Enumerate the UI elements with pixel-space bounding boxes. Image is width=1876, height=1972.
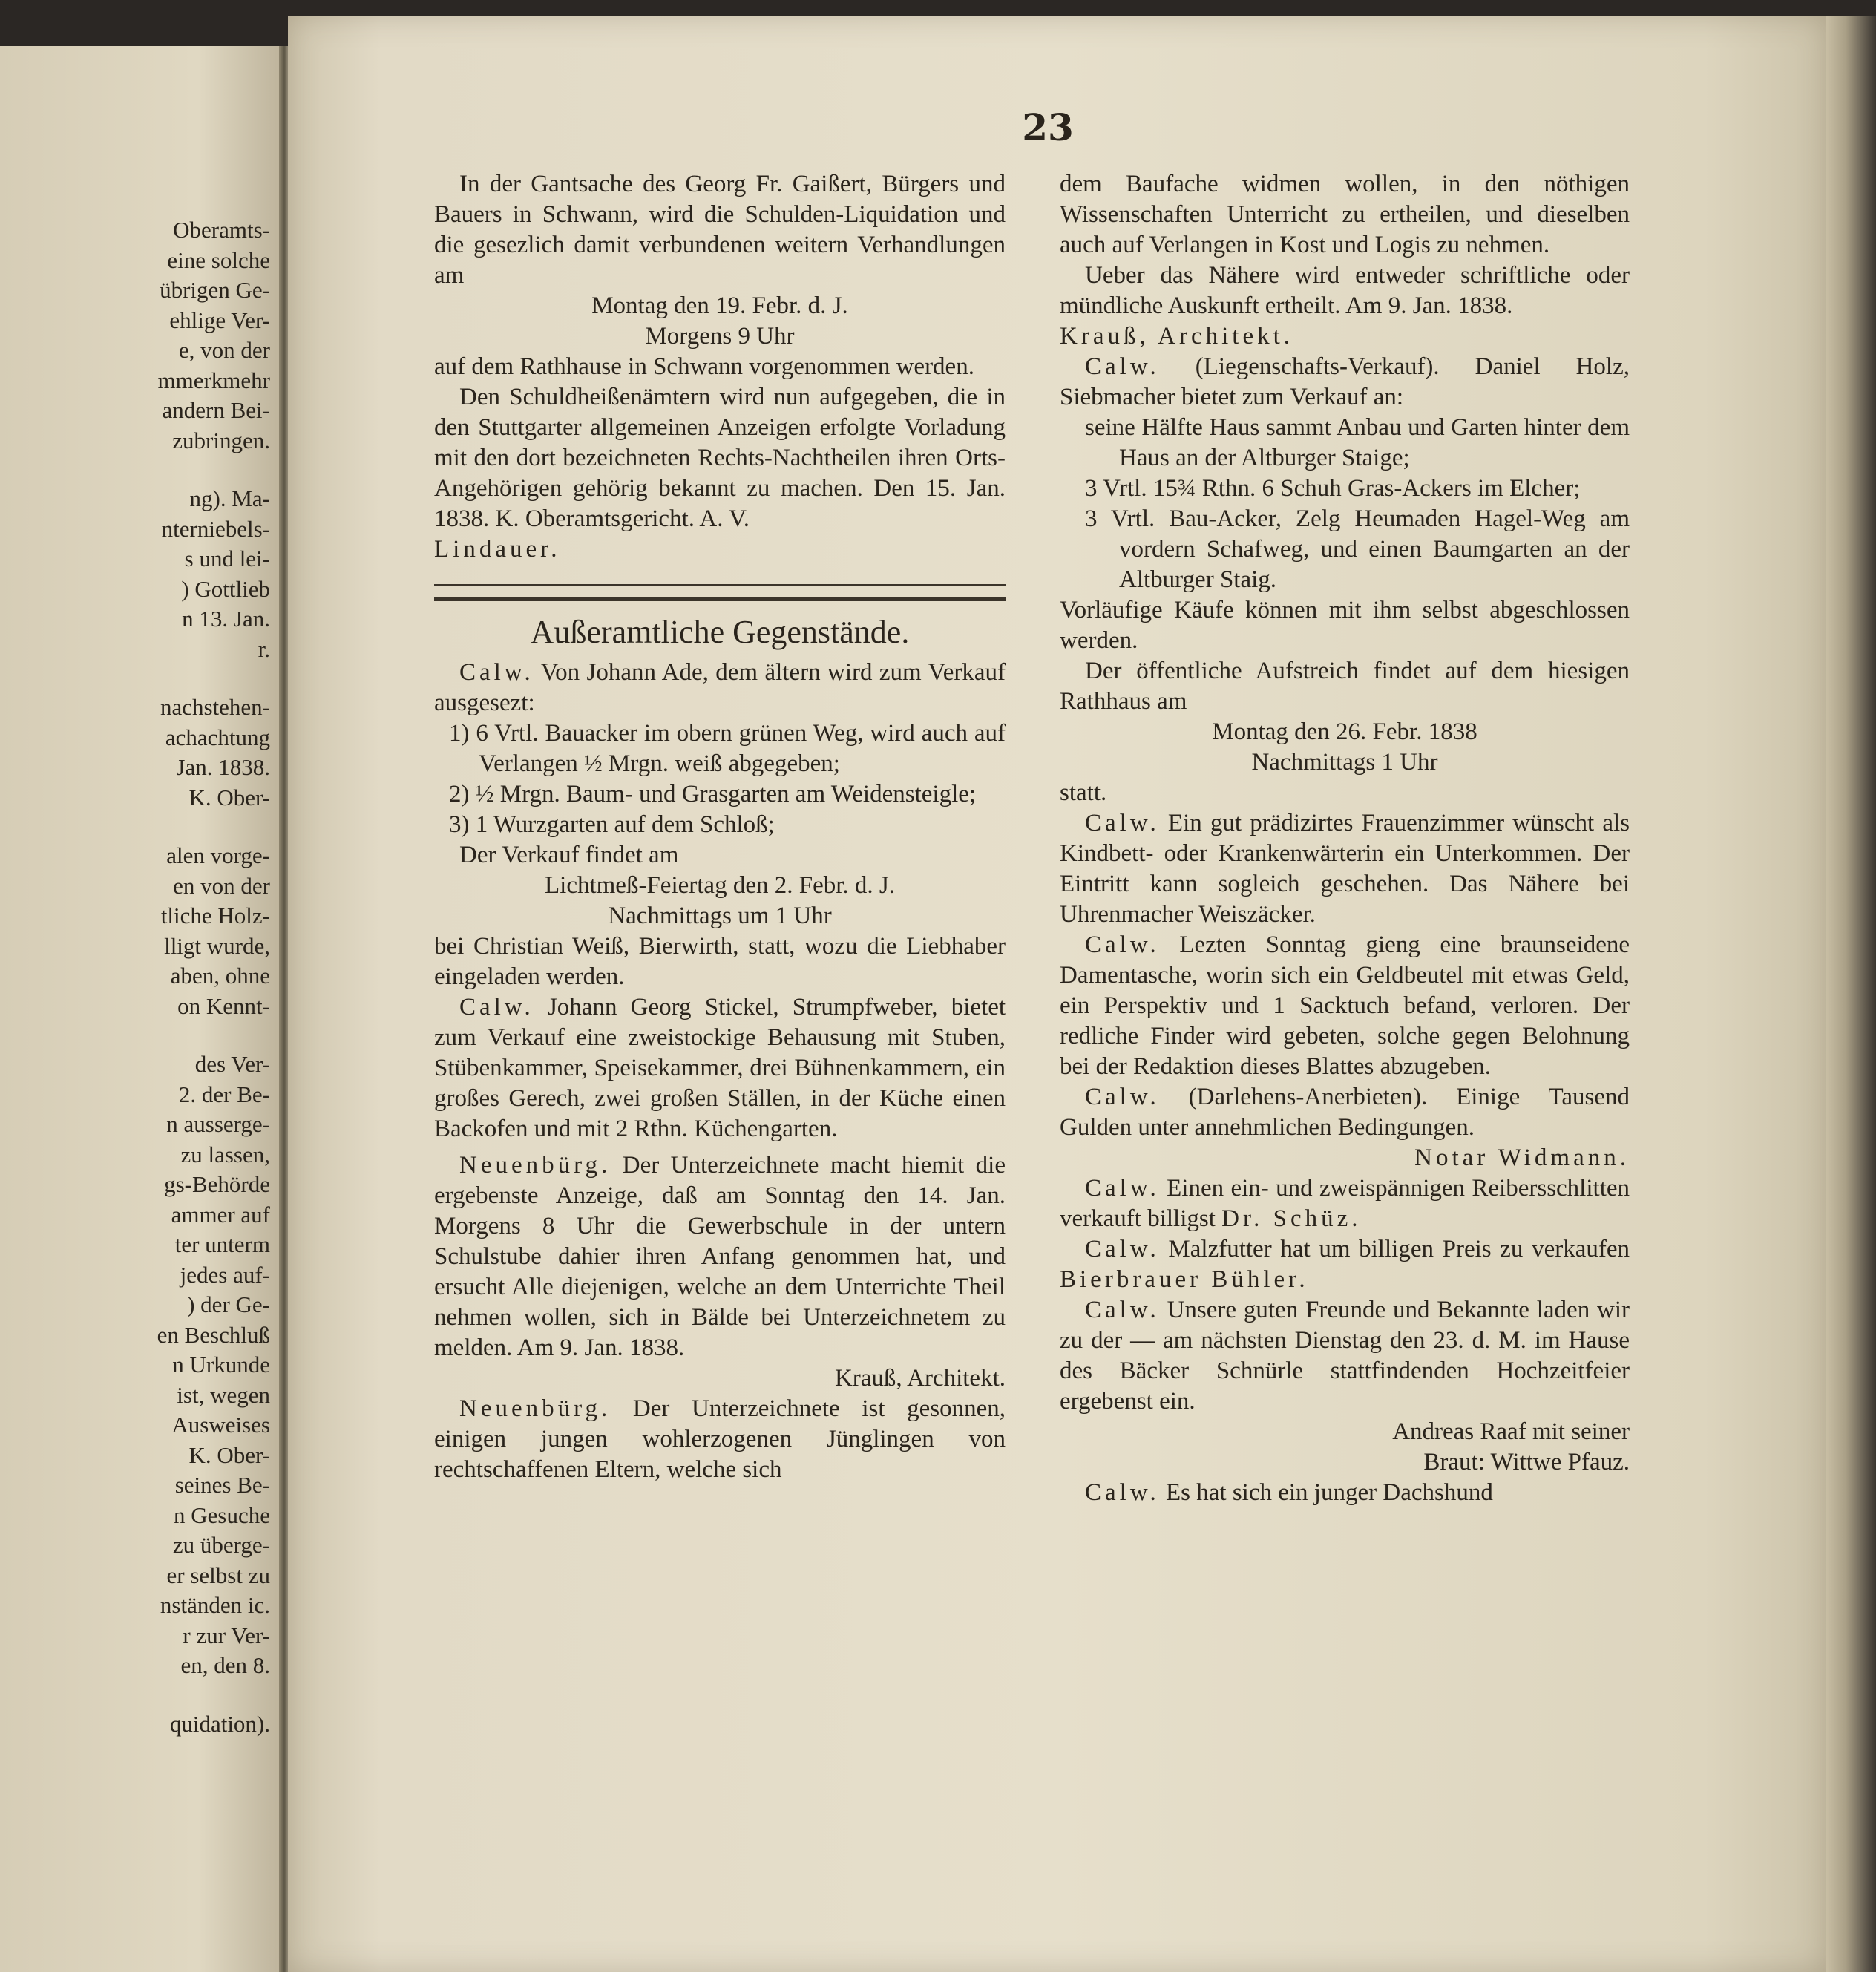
ad-signature: Notar Widmann. [1414, 1144, 1630, 1171]
left-page-line: on Kennt- [177, 992, 270, 1019]
left-page-line: 2. der Be- [178, 1081, 270, 1107]
left-page-text-column [0, 215, 276, 1739]
ad-place: Calw. [1085, 1175, 1160, 1202]
holz-public-sale: Der öffentliche Aufstreich findet auf dem hiesigen Rathhaus am [1060, 658, 1630, 715]
left-page-line: zubringen. [172, 427, 270, 453]
ad-text: Einen ein- und zweispännigen Reibersschlitten verkauft billigst [1060, 1175, 1630, 1232]
left-page-line: ) der Ge- [187, 1291, 270, 1317]
left-page-line: ng). Ma- [189, 485, 270, 511]
ad-text: Malzfutter hat um billigen Preis zu verkaufen [1168, 1236, 1630, 1262]
column-left [434, 169, 1006, 1485]
left-page-line: übrigen Ge- [160, 277, 270, 303]
ad-place: Calw. [1085, 1479, 1160, 1506]
holz-item-3: 3 Vrtl. Bau-Acker, Zelg Heumaden Hagel-Weg am vordern Schafweg, und einen Baumgarten an der Altburger Staig. [1085, 505, 1630, 593]
page-number: 23 [1022, 105, 1074, 149]
left-page-line: ter unterm [174, 1231, 270, 1257]
ad-signature: Bierbrauer Bühler. [1060, 1266, 1309, 1293]
left-page-line: jedes auf- [180, 1261, 270, 1288]
ad-text: Daniel Holz, Siebmacher bietet zum Verkauf an: [1060, 353, 1630, 410]
left-page-line: zu überge- [172, 1532, 270, 1558]
ad-place: Neuenbürg. [459, 1152, 611, 1179]
ade-time: Nachmittags um 1 Uhr [608, 903, 832, 929]
left-page-line: seines Be- [174, 1472, 270, 1498]
ad-lost-purse [1060, 930, 1630, 1082]
ad-text: Lezten Sonntag gieng eine braunseidene Damentasche, worin sich ein Geldbeutel mit etwas Geld, ein Perspektiv und 1 Sacktuch befand, verloren. Der redliche Finder wird gebeten, solche gegen Belohnung bei der Redaktion dieses Blattes abzugeben. [1060, 931, 1630, 1080]
left-page-line: en Beschluß [157, 1321, 270, 1348]
gant-time: Morgens 9 Uhr [645, 323, 795, 350]
section-divider [434, 584, 1006, 601]
left-page-line: ) Gottlieb [181, 575, 270, 602]
gant-place: auf dem Rathhause in Schwann vorgenommen werden. [434, 353, 974, 380]
left-page-line: K. Ober- [188, 1441, 270, 1468]
ad-text: Unsere guten Freunde und Bekannte laden wir zu der — am nächsten Dienstag den 23. d. M. im Hause des Bäcker Schnürle stattfindenden Hochzeitfeier ergebenst ein. [1060, 1297, 1630, 1415]
left-page-line: r. [258, 635, 270, 662]
left-page-line: ammer auf [171, 1201, 270, 1228]
ad-place: Neuenbürg. [459, 1395, 611, 1422]
left-page-line: e, von der [178, 337, 270, 363]
left-page-line: n Gesuche [174, 1501, 270, 1528]
left-page-line: ist, wegen [177, 1381, 270, 1408]
holz-item-2: 3 Vrtl. 15¾ Rthn. 6 Schuh Gras-Ackers im Elcher; [1085, 475, 1581, 502]
ad-signature: Krauß, Architekt. [834, 1365, 1006, 1392]
left-page-line: en, den 8. [180, 1652, 270, 1678]
ad-text: Johann Georg Stickel, Strumpfweber, bietet zum Verkauf eine zweistockige Behausung mit Stuben, Stübenkammer, Speisekammer, drei Bühnenkammern, ein großes Gerech, zwei großen Ställen, in der Küche einen Backofen und mit 2 Rthn. Küchengarten. [434, 994, 1006, 1142]
ade-item-2: 2) ½ Mrgn. Baum- und Grasgarten am Weidensteigle; [449, 781, 977, 808]
left-page-line: n 13. Jan. [182, 606, 270, 632]
left-page-line: n Urkunde [172, 1352, 270, 1378]
gant-signature: Lindauer. [434, 536, 561, 563]
ade-item-1: 1) 6 Vrtl. Bauacker im obern grünen Weg, wird auch auf Verlangen ½ Mrgn. weiß abgegeben; [449, 720, 1006, 777]
ad-frauenzimmer [1060, 808, 1630, 930]
ad-place: Calw. [459, 994, 534, 1021]
left-page-line: Oberamts- [173, 217, 270, 243]
gant-instructions: Den Schuldheißenämtern wird nun aufgegeben, die in den Stuttgarter allgemeinen Anzeigen erfolgte Vorladung mit den dort bezeichneten Rechts-Nachtheilen ihren Orts-Angehörigen gehörig bekannt zu machen. Den 15. Jan. 1838. K. Oberamtsgericht. A. V. [434, 384, 1006, 532]
ad-text: Der Unterzeichnete ist gesonnen, einigen jungen wohlerzogenen Jünglingen von rechtschaffenen Eltern, welche sich [434, 1395, 1006, 1483]
left-page-line: er selbst zu [166, 1562, 270, 1588]
left-page-line: ehlige Ver- [169, 307, 270, 333]
left-page-line: tliche Holz- [160, 903, 270, 928]
lodging-signature: Krauß, Architekt. [1060, 323, 1294, 350]
ad-place: Calw. [1085, 353, 1160, 380]
left-page [0, 46, 283, 1972]
left-page-line: alen vorge- [166, 842, 270, 868]
ad-title: (Liegenschafts-Verkauf). [1195, 353, 1440, 380]
ad-place: Calw. [1085, 810, 1160, 836]
ad-holz [1060, 352, 1630, 413]
ad-malt [1060, 1234, 1630, 1295]
gant-notice-text: In der Gantsache des Georg Fr. Gaißert, Bürgers und Bauers in Schwann, wird die Schulden-Liquidation und die gesezlich damit verbundenen weitern Verhandlungen am [434, 171, 1006, 289]
paragraph-gap [0, 456, 270, 484]
left-page-line: achachtung [165, 724, 270, 750]
wedding-signature-1: Andreas Raaf mit seiner [1392, 1418, 1630, 1445]
ad-text: (Darlehens-Anerbieten). Einige Tausend Gulden unter annehmlichen Bedingungen. [1060, 1084, 1630, 1141]
wedding-signature-2: Braut: Wittwe Pfauz. [1423, 1449, 1630, 1475]
paragraph-gap [0, 1021, 270, 1049]
ad-loan [1060, 1082, 1630, 1143]
gant-date: Montag den 19. Febr. d. J. [591, 292, 848, 319]
ad-wedding [1060, 1295, 1630, 1417]
ad-dachshund [1060, 1478, 1630, 1508]
left-page-line: s und lei- [184, 546, 270, 571]
left-page-line: des Ver- [194, 1051, 270, 1077]
paragraph-gap [0, 813, 270, 841]
ade-item-3: 3) 1 Wurzgarten auf dem Schloß; [449, 811, 775, 838]
ad-text: Ein gut prädizirtes Frauenzimmer wünscht als Kindbett- oder Krankenwärterin ein Unterkommen. Der Eintritt kann sogleich geschehen. Das Nähere bei Uhrenmacher Weiszäcker. [1060, 810, 1630, 928]
holz-time: Nachmittags 1 Uhr [1251, 749, 1438, 776]
lodging-continuation: dem Baufache widmen wollen, in den nöthigen Wissenschaften Unterricht zu ertheilen, und dieselben auch auf Verlangen in Kost und Logis zu nehmen. [1060, 171, 1630, 258]
ad-place: Calw. [1085, 1297, 1160, 1323]
ad-place: Calw. [459, 659, 534, 686]
left-page-line: nterniebels- [161, 515, 270, 542]
ad-stickel [434, 992, 1006, 1144]
section-heading: Außeramtliche Gegenstände. [530, 614, 910, 650]
left-page-line: andern Bei- [162, 397, 270, 423]
ade-sale: Der Verkauf findet am [459, 842, 679, 868]
ade-location: bei Christian Weiß, Bierwirth, statt, wozu die Liebhaber eingeladen werden. [434, 933, 1006, 990]
left-page-line: lligt wurde, [164, 932, 270, 959]
paragraph-gap [0, 1681, 270, 1709]
ad-text: Es hat sich ein junger Dachshund [1166, 1479, 1493, 1506]
left-page-line: zu lassen, [180, 1141, 270, 1167]
ad-place: Calw. [1085, 1084, 1160, 1110]
left-page-line: Ausweises [171, 1412, 270, 1438]
left-page-line: n ausserge- [166, 1111, 270, 1137]
left-page-line: Jan. 1838. [176, 754, 270, 780]
left-page-line: mmerkmehr [157, 367, 270, 393]
left-page-line: gs-Behörde [164, 1171, 270, 1197]
left-page-line: aben, ohne [170, 963, 270, 989]
left-page-line: quidation). [169, 1710, 270, 1737]
holz-item-1: seine Hälfte Haus sammt Anbau und Garten hinter dem Haus an der Altburger Staige; [1085, 414, 1630, 471]
ad-text: Von Johann Ade, dem ältern wird zum Verkauf ausgesezt: [434, 659, 1006, 716]
holz-date: Montag den 26. Febr. 1838 [1212, 718, 1477, 745]
lodging-more-info: Ueber das Nähere wird entweder schriftliche oder mündliche Auskunft ertheilt. Am 9. Jan. 1838. [1060, 262, 1630, 319]
ade-date: Lichtmeß-Feiertag den 2. Febr. d. J. [545, 872, 895, 899]
left-page-line: K. Ober- [188, 784, 270, 810]
page-edge-shadow [1826, 16, 1876, 1972]
ad-signature: Dr. Schüz. [1221, 1205, 1362, 1232]
ad-text: Der Unterzeichnete macht hiemit die ergebenste Anzeige, daß am Sonntag den 14. Jan. Morgens 8 Uhr die Gewerbschule in der untern Schulstube dahier ihren Anfang genommen hat, und ersucht Alle diejenigen, welche an dem Unterrichte Theil nehmen wollen, sich in Bälde bei Unterzeichnetem zu melden. Am 9. Jan. 1838. [434, 1152, 1006, 1361]
ad-place: Calw. [1085, 1236, 1160, 1262]
left-page-line: r zur Ver- [183, 1622, 270, 1648]
left-page-line: en von der [173, 872, 270, 899]
ad-neuenbuerg-school [434, 1150, 1006, 1363]
left-page-line: nständen ic. [160, 1592, 270, 1618]
holz-private-sale: Vorläufige Käufe können mit ihm selbst abgeschlossen werden. [1060, 597, 1630, 654]
ad-sleigh [1060, 1173, 1630, 1234]
ad-place: Calw. [1085, 931, 1160, 958]
left-page-line: nachstehen- [160, 694, 270, 720]
holz-end: statt. [1060, 779, 1107, 806]
paragraph-gap [0, 664, 270, 692]
column-right [1060, 169, 1630, 1508]
ad-neuenbuerg-lodging [434, 1394, 1006, 1485]
left-page-line: eine solche [167, 246, 270, 273]
ad-ade [434, 658, 1006, 718]
